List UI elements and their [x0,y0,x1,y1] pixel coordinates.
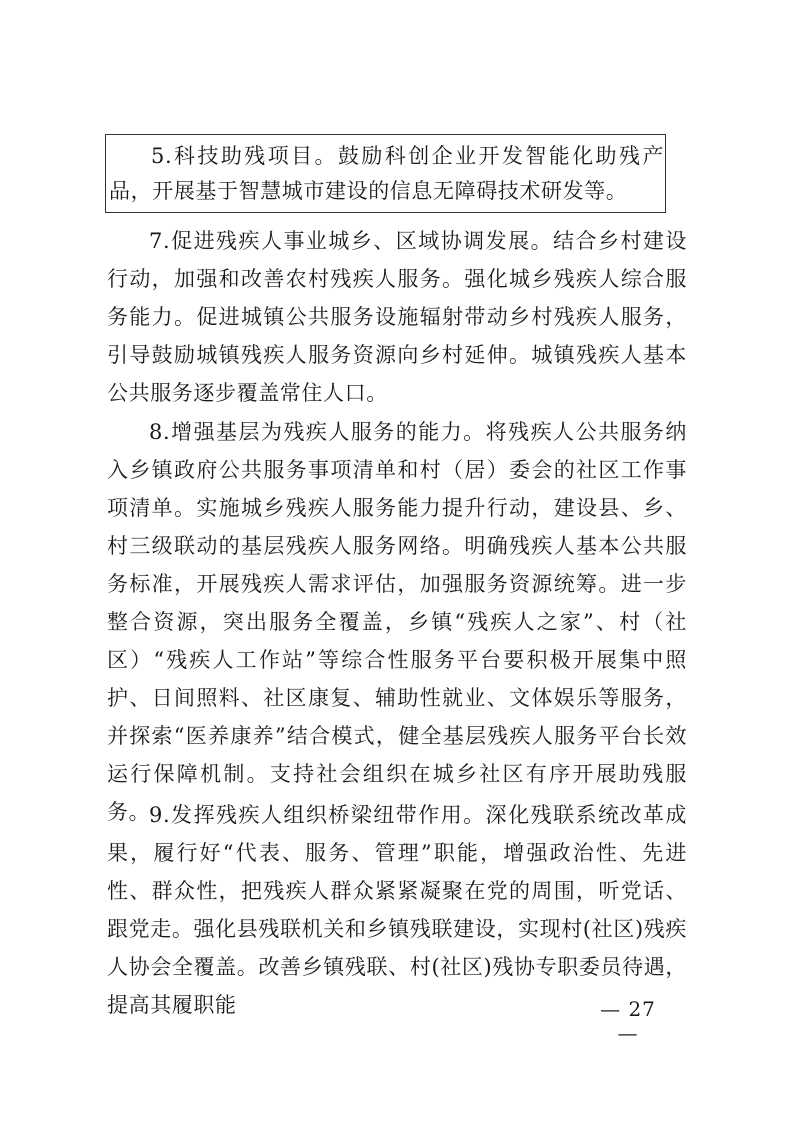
paragraph-5: 5.科技助残项目。鼓励科创企业开发智能化助残产品，开展基于智慧城市建设的信息无障碍技术研发等。 [109,144,664,203]
paragraph-7: 7.促进残疾人事业城乡、区域协调发展。结合乡村建设行动，加强和改善农村残疾人服务。强化城乡残疾人综合服务能力。促进城镇公共服务设施辐射带动乡村残疾人服务，引导鼓励城镇残疾人服务资源向乡村延伸。城镇残疾人基本公共服务逐步覆盖常住人口。 [107,229,687,405]
page-number: — 27 — [600,997,656,1045]
highlighted-box [105,134,666,213]
paragraph-8: 8.增强基层为残疾人服务的能力。将残疾人公共服务纳入乡镇政府公共服务事项清单和村（居）委会的社区工作事项清单。实施城乡残疾人服务能力提升行动，建设县、乡、村三级联动的基层残疾人服务网络。明确残疾人基本公共服务标准，开展残疾人需求评估，加强服务资源统筹。进一步整合资源，突出服务全覆盖，乡镇“残疾人之家”、村（社区）“残疾人工作站”等综合性服务平台要积极开展集中照护、日间照料、社区康复、辅助性就业、文体娱乐等服务，并探索“医养康养”结合模式，健全基层残疾人服务平台长效运行保障机制。支持社会组织在城乡社区有序开展助残服务。 [107,420,687,824]
paragraph-9: 9.发挥残疾人组织桥梁纽带作用。深化残联系统改革成果，履行好“代表、服务、管理”职能，增强政治性、先进性、群众性，把残疾人群众紧紧凝聚在党的周围，听党话、跟党走。强化县残联机关和乡镇残联建设，实现村(社区)残疾人协会全覆盖。改善乡镇残联、村(社区)残协专职委员待遇，提高其履职能 [107,803,687,1017]
